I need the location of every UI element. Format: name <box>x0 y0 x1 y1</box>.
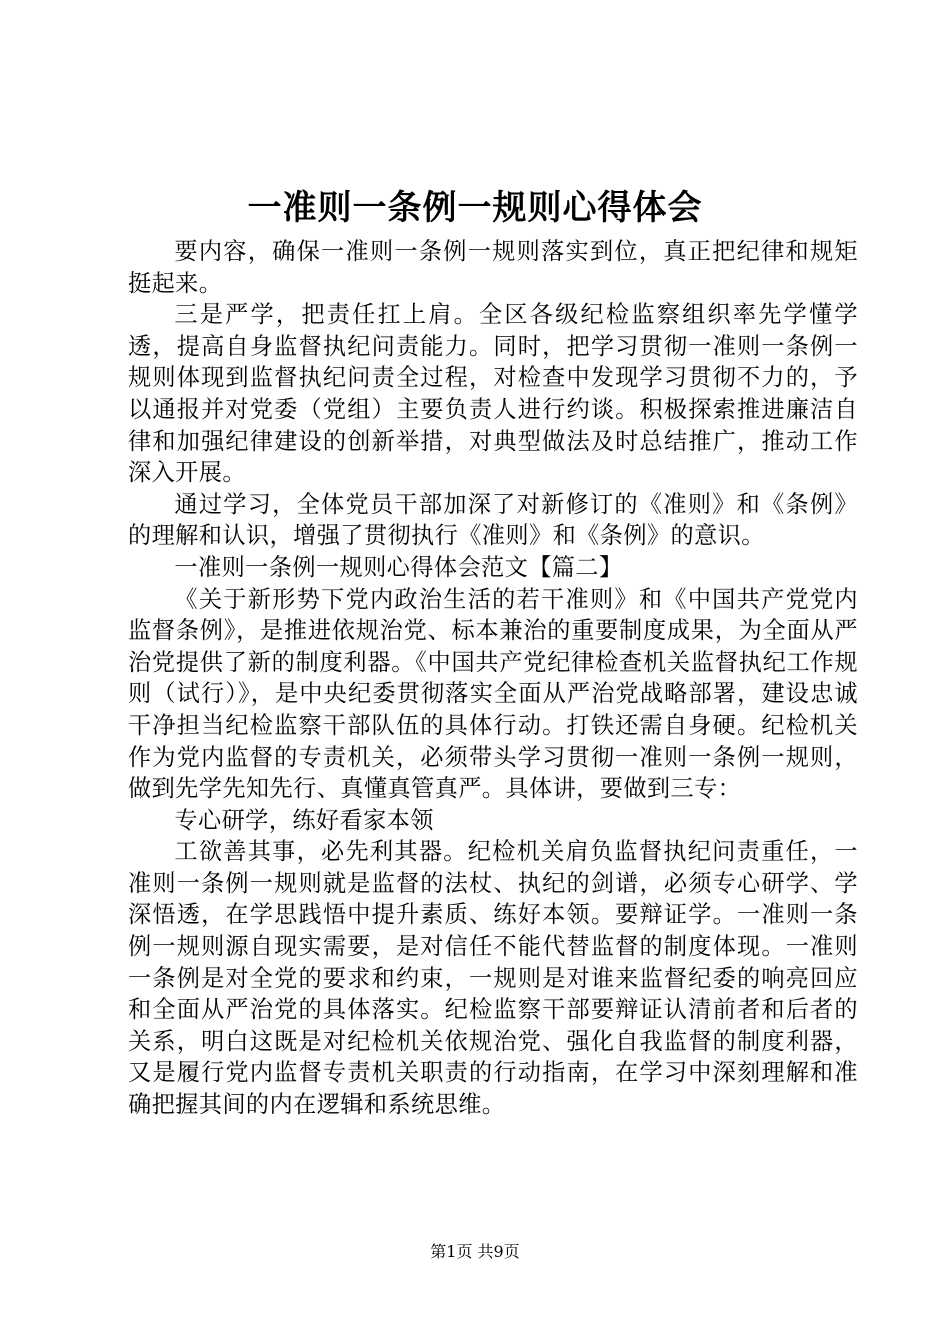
subsection-heading: 专心研学，练好看家本领 <box>174 806 434 834</box>
paragraph: 工欲善其事，必先利其器。纪检机关肩负监督执纪问责重任，一准则一条例一规则就是监督的法杖、执纪的剑谱，必须专心研学、学深悟透，在学思践悟中提升素质、练好本领。要辩证学。一准则一条例一规则源自现实需要，是对信任不能代替监督的制度体现。一准则一条例是对全党的要求和约束，一规则是对谁来监督纪委的响亮回应和全面从严治党的具体落实。纪检监察干部要辩证认清前者和后者的关系，明白这既是对纪检机关依规治党、强化自我监督的制度利器，又是履行党内监督专责机关职责的行动指南，在学习中深刻理解和准确把握其间的内在逻辑和系统思维。 <box>128 838 858 1119</box>
document-title: 一准则一条例一规则心得体会 <box>247 188 703 228</box>
document-body <box>128 236 858 1121</box>
paragraph: 《关于新形势下党内政治生活的若干准则》和《中国共产党党内监督条例》，是推进依规治党、标本兼治的重要制度成果，为全面从严治党提供了新的制度利器。《中国共产党纪律检查机关监督执纪工作规则（试行）》，是中央纪委贯彻落实全面从严治党战略部署，建设忠诚干净担当纪检监察干部队伍的具体行动。打铁还需自身硬。纪检机关作为党内监督的专责机关，必须带头学习贯彻一准则一条例一规则，做到先学先知先行、真懂真管真严。具体讲，要做到三专： <box>128 585 858 803</box>
paragraph: 三是严学，把责任扛上肩。全区各级纪检监察组织率先学懂学透，提高自身监督执纪问责能力。同时，把学习贯彻一准则一条例一规则体现到监督执纪问责全过程，对检查中发现学习贯彻不力的，予以通报并对党委（党组）主要负责人进行约谈。积极探索推进廉洁自律和加强纪律建设的创新举措，对典型做法及时总结推广，推动工作深入开展。 <box>128 301 858 487</box>
page-number-footer: 第1页 共9页 <box>430 1242 520 1261</box>
paragraph: 通过学习，全体党员干部加深了对新修订的《准则》和《条例》的理解和认识，增强了贯彻执行《准则》和《条例》的意识。 <box>128 490 858 550</box>
paragraph: 要内容，确保一准则一条例一规则落实到位，真正把纪律和规矩挺起来。 <box>128 238 858 297</box>
section-heading: 一准则一条例一规则心得体会范文【篇二】 <box>174 553 623 581</box>
